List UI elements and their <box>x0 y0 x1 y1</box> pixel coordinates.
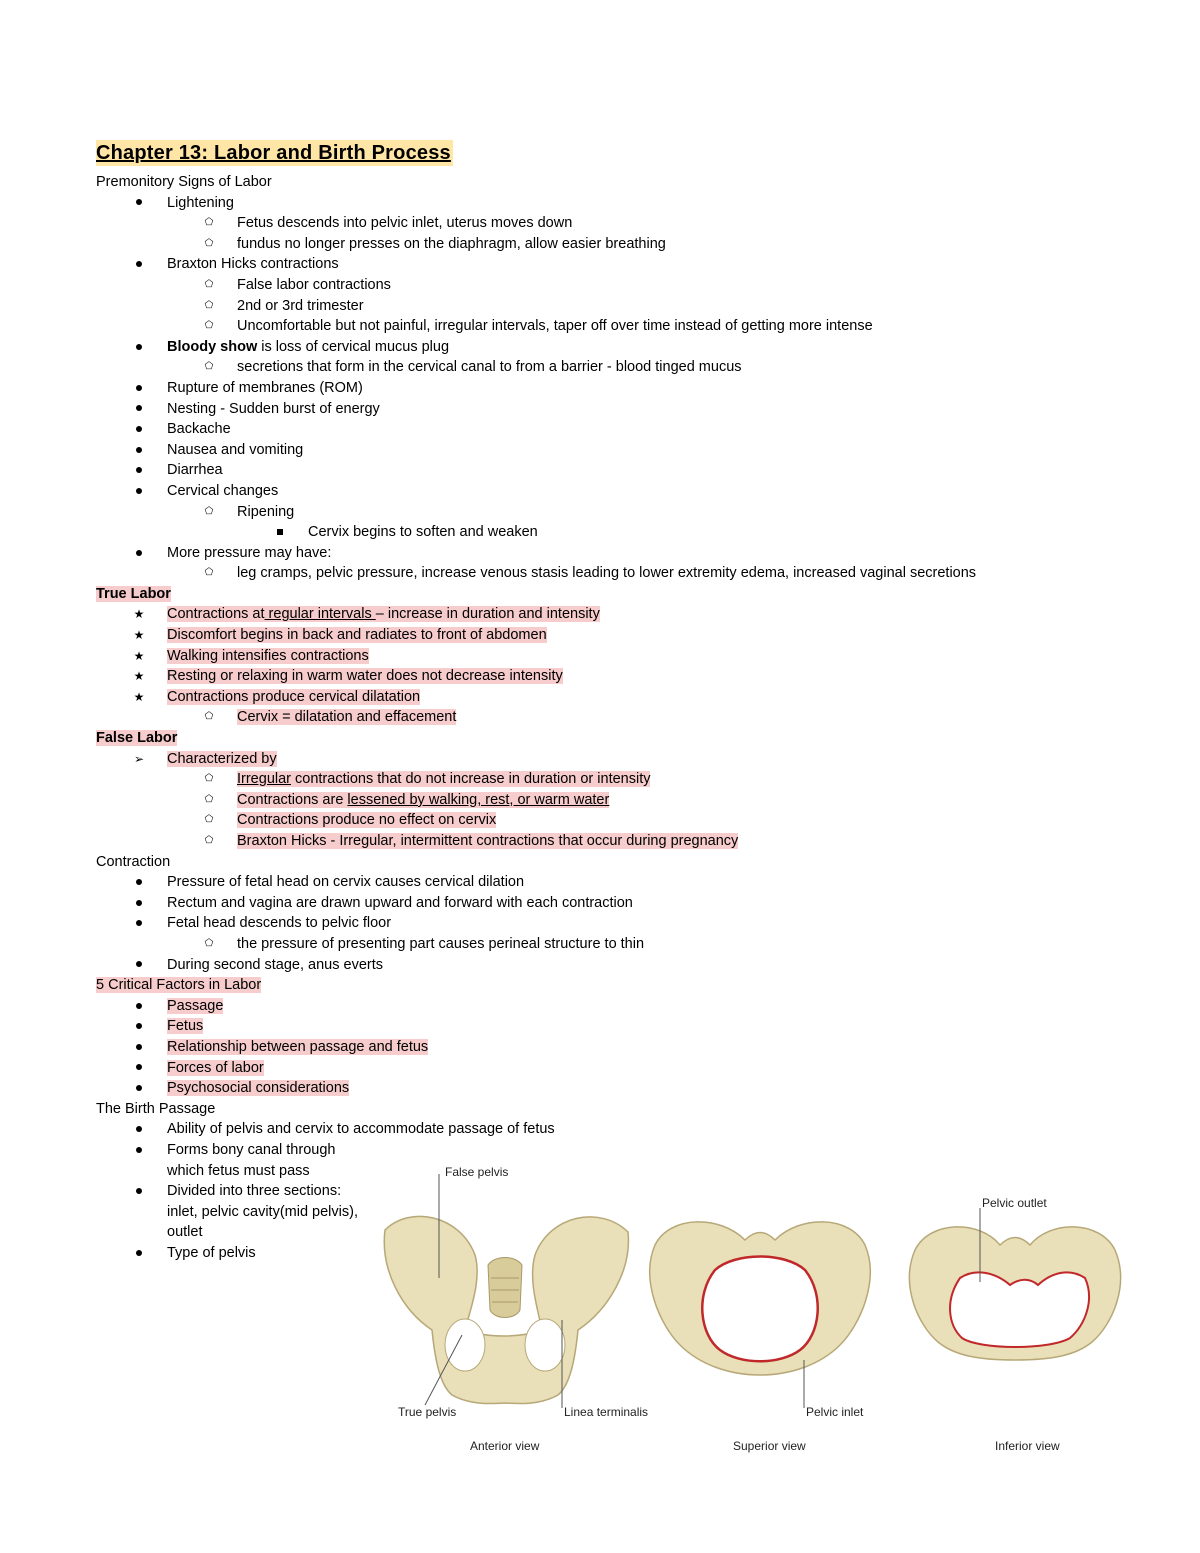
pelvic-inlet-outline <box>702 1257 817 1362</box>
list-item: Cervical changes <box>96 481 1106 502</box>
list-item: Nausea and vomiting <box>96 440 1106 461</box>
section-heading-true-labor: True Labor <box>96 585 171 602</box>
false-pelvis-label: False pelvis <box>445 1165 509 1179</box>
bullet-icon <box>132 1140 146 1161</box>
list-item: ⬠ Contractions are lessened by walking, rest, or warm water <box>96 790 1106 811</box>
section-heading-contraction: Contraction <box>96 853 171 870</box>
page-title: Chapter 13: Labor and Birth Process <box>96 142 451 164</box>
bullet-icon <box>132 460 146 481</box>
list-item: Fetal head descends to pelvic floor <box>96 913 1106 934</box>
inferior-view-pelvis <box>909 1227 1120 1360</box>
section-heading-birth-passage: The Birth Passage <box>96 1100 216 1117</box>
anterior-view-label: Anterior view <box>470 1439 540 1453</box>
bullet-icon <box>132 399 146 420</box>
list-item: ⬠ Braxton Hicks - Irregular, intermittent contractions that occur during pregnancy <box>96 831 1106 852</box>
list-item: Rupture of membranes (ROM) <box>96 378 1106 399</box>
list-item: Forms bony canal through which fetus must pass <box>96 1140 367 1181</box>
pelvis-figure <box>370 1160 1160 1470</box>
list-item: ➢ Characterized by <box>96 749 1106 770</box>
bullet-icon <box>132 1037 146 1058</box>
star-bullet-icon: ★ <box>133 689 145 704</box>
bullet-icon <box>132 337 146 358</box>
list-item: Lightening <box>96 193 1106 214</box>
arrow-bullet-icon: ⬠ <box>204 237 214 249</box>
bullet-icon <box>132 378 146 399</box>
arrowhead-bullet-icon: ➢ <box>133 751 145 766</box>
bullet-icon <box>132 193 146 214</box>
pelvic-outlet-outline <box>950 1272 1089 1347</box>
list-item: ⬠ Contractions produce no effect on cervix <box>96 810 1106 831</box>
bullet-icon <box>132 893 146 914</box>
list-item: During second stage, anus everts <box>96 955 1106 976</box>
list-item: Relationship between passage and fetus <box>96 1037 1106 1058</box>
list-item: Passage <box>96 996 1106 1017</box>
list-item: ⬠ 2nd or 3rd trimester <box>96 296 1106 317</box>
arrow-bullet-icon: ⬠ <box>204 793 214 805</box>
superior-view-label: Superior view <box>733 1439 806 1453</box>
list-item: Braxton Hicks contractions <box>96 254 1106 275</box>
arrow-bullet-icon: ⬠ <box>204 835 214 846</box>
arrow-bullet-icon: ⬠ <box>204 711 214 723</box>
arrow-bullet-icon: ⬠ <box>204 937 214 949</box>
list-item: ⬠ False labor contractions <box>96 275 1106 296</box>
list-item: ★ Contractions produce cervical dilatation <box>96 687 1106 708</box>
list-item: ★ Walking intensifies contractions <box>96 646 1106 667</box>
pelvic-inlet-label: Pelvic inlet <box>806 1405 864 1419</box>
arrow-bullet-icon: ⬠ <box>204 773 214 785</box>
document-page <box>96 140 1106 1263</box>
bullet-icon <box>132 254 146 275</box>
list-item: Ability of pelvis and cervix to accommodate passage of fetus <box>96 1119 1106 1140</box>
list-item: ⬠ Fetus descends into pelvic inlet, uterus moves down <box>96 213 1106 234</box>
arrow-bullet-icon: ⬠ <box>204 361 214 373</box>
list-item: Fetus <box>96 1016 1106 1037</box>
list-item: Bloody show is loss of cervical mucus plug <box>96 337 1106 358</box>
list-item: Rectum and vagina are drawn upward and forward with each contraction <box>96 893 1106 914</box>
arrow-bullet-icon: ⬠ <box>204 814 214 826</box>
bullet-icon <box>132 419 146 440</box>
list-item: ⬠ the pressure of presenting part causes perineal structure to thin <box>96 934 1106 955</box>
star-bullet-icon: ★ <box>133 669 145 684</box>
list-item: Nesting - Sudden burst of energy <box>96 399 1106 420</box>
list-item: Cervix begins to soften and weaken <box>96 522 1106 543</box>
list-item: ★ Resting or relaxing in warm water does not decrease intensity <box>96 666 1106 687</box>
section-heading-false-labor: False Labor <box>96 730 178 747</box>
square-bullet-icon <box>273 522 287 543</box>
list-item: Forces of labor <box>96 1058 1106 1079</box>
pelvis-illustration <box>370 1160 1160 1470</box>
list-item: Psychosocial considerations <box>96 1078 1106 1099</box>
list-item: Diarrhea <box>96 460 1106 481</box>
list-item: ★ Contractions at regular intervals – increase in duration and intensity <box>96 604 1106 625</box>
list-item: More pressure may have: <box>96 543 1106 564</box>
bullet-icon <box>132 955 146 976</box>
bullet-icon <box>132 913 146 934</box>
arrow-bullet-icon: ⬠ <box>204 567 214 579</box>
list-item: Backache <box>96 419 1106 440</box>
list-item: ⬠ Irregular contractions that do not increase in duration or intensity <box>96 769 1106 790</box>
bullet-icon <box>132 481 146 502</box>
list-item: Type of pelvis <box>96 1243 1106 1264</box>
bullet-icon <box>132 440 146 461</box>
arrow-bullet-icon: ⬠ <box>204 320 214 332</box>
star-bullet-icon: ★ <box>133 628 145 643</box>
list-item: Pressure of fetal head on cervix causes cervical dilation <box>96 872 1106 893</box>
bullet-icon <box>132 1119 146 1140</box>
arrow-bullet-icon: ⬠ <box>204 278 214 290</box>
list-item: ⬠ Ripening <box>96 502 1106 523</box>
bullet-icon <box>132 996 146 1017</box>
list-item: ⬠ fundus no longer presses on the diaphragm, allow easier breathing <box>96 234 1106 255</box>
star-bullet-icon: ★ <box>133 648 145 663</box>
arrow-bullet-icon: ⬠ <box>204 299 214 311</box>
true-pelvis-label: True pelvis <box>398 1405 457 1419</box>
bullet-icon <box>132 543 146 564</box>
superior-view-pelvis <box>650 1222 870 1375</box>
bullet-icon <box>132 1078 146 1099</box>
anterior-view-pelvis <box>384 1216 628 1403</box>
list-item: ⬠ Cervix = dilatation and effacement <box>96 707 1106 728</box>
bullet-icon <box>132 1016 146 1037</box>
list-item: ⬠ leg cramps, pelvic pressure, increase venous stasis leading to lower extremity edema, increased vaginal secretions <box>96 563 1106 584</box>
list-item: ⬠ secretions that form in the cervical canal to from a barrier - blood tinged mucus <box>96 357 1106 378</box>
list-item: ★ Discomfort begins in back and radiates to front of abdomen <box>96 625 1106 646</box>
bullet-icon <box>132 1181 146 1202</box>
arrow-bullet-icon: ⬠ <box>204 217 214 229</box>
pelvic-outlet-label: Pelvic outlet <box>982 1196 1047 1210</box>
section-heading-premonitory: Premonitory Signs of Labor <box>96 174 272 190</box>
section-heading-factors: 5 Critical Factors in Labor <box>96 977 262 994</box>
inferior-view-label: Inferior view <box>995 1439 1060 1453</box>
bullet-icon <box>132 1243 146 1264</box>
list-item: Divided into three sections: inlet, pelvic cavity(mid pelvis), outlet <box>96 1181 367 1243</box>
list-item: ⬠ Uncomfortable but not painful, irregular intervals, taper off over time instead of getting more intense <box>96 316 1106 337</box>
bullet-icon <box>132 1058 146 1079</box>
bullet-icon <box>132 872 146 893</box>
star-bullet-icon: ★ <box>133 607 145 622</box>
linea-terminalis-label: Linea terminalis <box>564 1405 649 1419</box>
arrow-bullet-icon: ⬠ <box>204 505 214 517</box>
